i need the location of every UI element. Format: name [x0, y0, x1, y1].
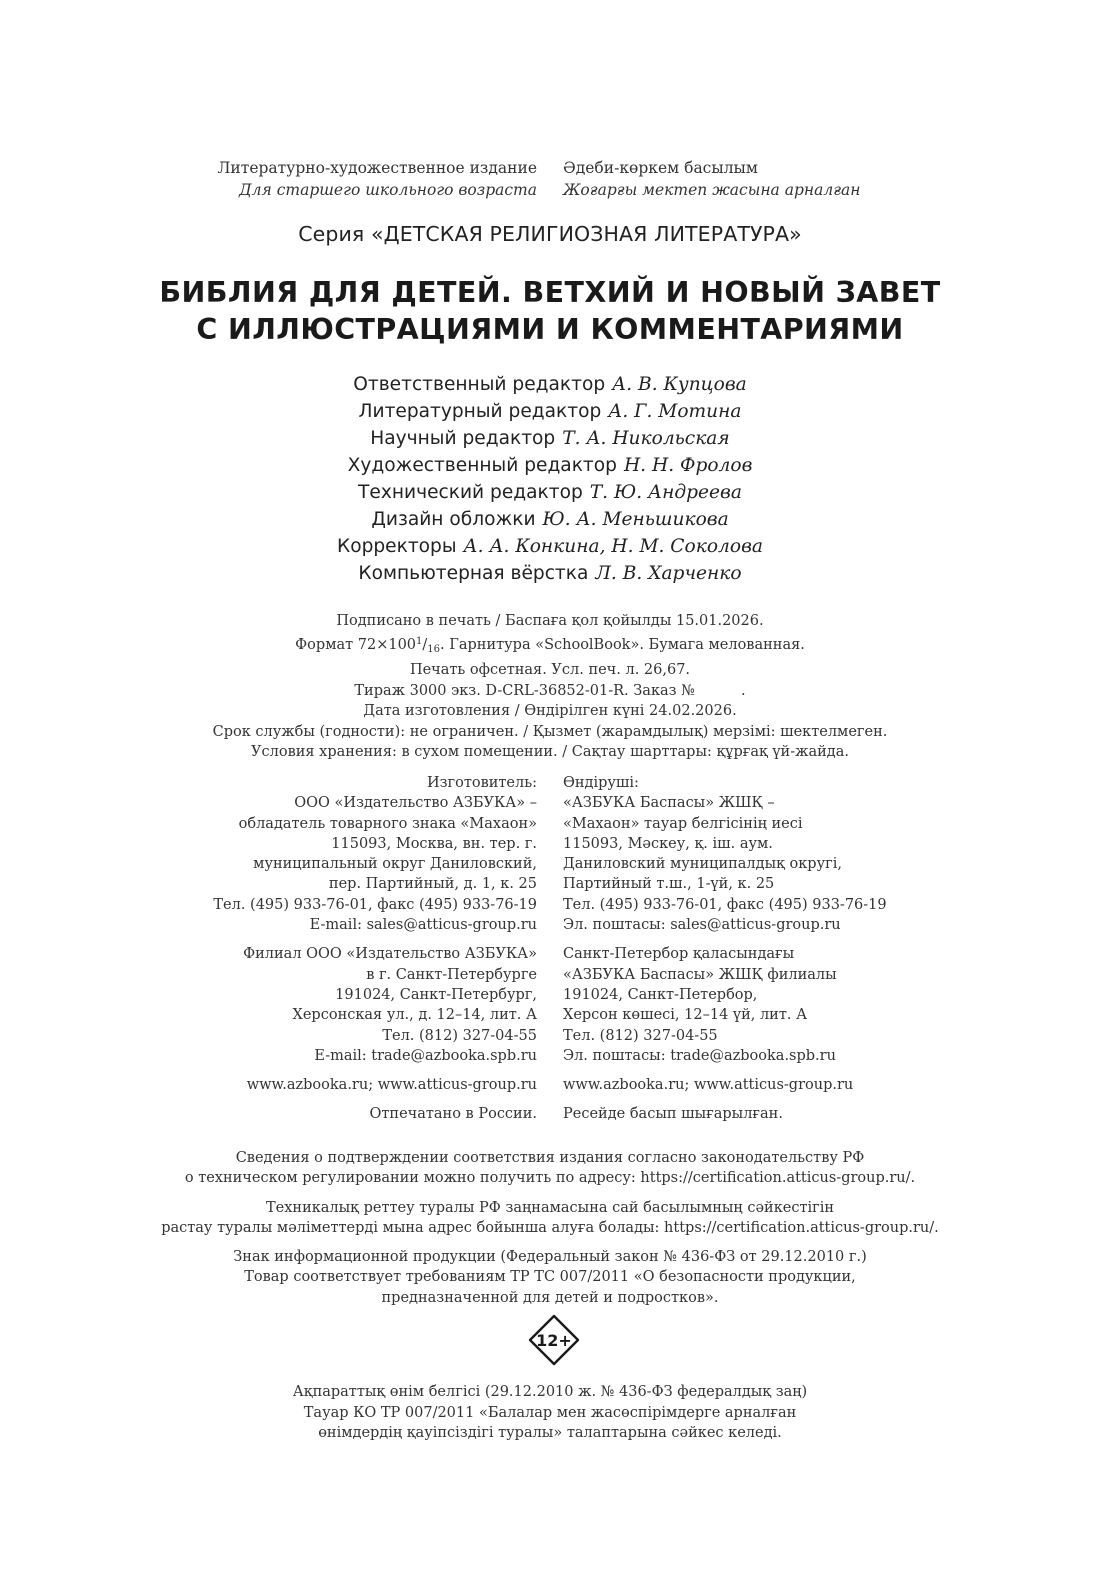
header-right	[551, 157, 1100, 201]
maker-line: Партийный т.ш., 1-үй, к. 25	[563, 876, 775, 893]
print-line: Печать офсетная. Усл. печ. л. 26,67.	[409, 662, 691, 678]
branch-line: Филиал ООО «Издательство АЗБУКА»	[243, 946, 537, 963]
header-block	[0, 157, 1100, 201]
maker-line: «Махаон» тауар белгісінің иесі	[563, 815, 803, 832]
branch-line: E-mail: trade@azbooka.spb.ru	[314, 1047, 537, 1064]
kz-info-footer	[0, 1382, 1100, 1444]
credit-role: Корректоры	[337, 536, 457, 557]
branch-line: Херсон көшесі, 12–14 үй, лит. А	[563, 1007, 808, 1024]
printed-in-line: Отпечатано в России.	[369, 1106, 537, 1123]
credit-role: Ответственный редактор	[353, 374, 606, 395]
branch-line: 191024, Санкт-Петербург,	[335, 986, 537, 1003]
credit-line	[0, 506, 1100, 533]
cert-paragraph-kz	[0, 1198, 1100, 1239]
format-sup: 1	[416, 635, 423, 647]
credit-name: Ю. А. Меньшикова	[542, 509, 729, 530]
cert-line: Техникалық реттеу туралы РФ заңнамасына сай басылымның сәйкестігін	[265, 1199, 835, 1216]
service-line: Срок службы (годности): не ограничен. / Қызмет (жарамдылық) мерзімі: шектелмеген.	[212, 723, 888, 740]
credit-name: Л. В. Харченко	[595, 563, 742, 584]
format-sub: 16	[427, 643, 441, 655]
age-group-kz: Жоғарғы мектеп жасына арналған	[563, 181, 861, 199]
credit-line	[0, 425, 1100, 452]
branch-line: Херсонская ул., д. 12–14, лит. А	[292, 1007, 537, 1024]
credit-name: Т. Ю. Андреева	[589, 482, 742, 503]
maker-line: 115093, Москва, вн. тер. г.	[331, 835, 537, 852]
credits-list	[0, 371, 1100, 587]
certification-block	[0, 1148, 1100, 1317]
credit-line	[0, 398, 1100, 425]
branch-line: Эл. поштасы: trade@azbooka.spb.ru	[563, 1047, 836, 1064]
cert-line: растау туралы мәліметтерді мына адрес бойынша алуға болады: https://certification.atticus-group.ru/.	[161, 1219, 939, 1236]
signed-line: Подписано в печать / Баспаға қол қойылды 15.01.2026.	[336, 613, 764, 629]
credit-role: Технический редактор	[358, 482, 583, 503]
branch-line: Тел. (812) 327-04-55	[382, 1027, 537, 1044]
edition-type-ru: Литературно-художественное издание	[217, 159, 537, 177]
branch-line: Санкт-Петербор қаласындағы	[563, 946, 795, 963]
branch-line: «АЗБУКА Баспасы» ЖШҚ филиалы	[563, 966, 837, 983]
run-line: Тираж 3000 экз. D-CRL-36852-01-R. Заказ № .	[354, 682, 746, 699]
credit-line	[0, 479, 1100, 506]
credit-role: Литературный редактор	[358, 401, 602, 422]
format-prefix: Формат 72×100	[295, 636, 417, 653]
credit-line	[0, 371, 1100, 398]
made-date-line: Дата изготовления / Өндірілген күні 24.02.2026.	[363, 703, 737, 719]
credit-name: А. А. Конкина, Н. М. Соколова	[463, 536, 763, 557]
kz-footer-line: өнімдердің қауіпсіздігі туралы» талаптарына сәйкес келеді.	[318, 1425, 782, 1441]
maker-line: пер. Партийный, д. 1, к. 25	[328, 876, 537, 893]
maker-line: ООО «Издательство АЗБУКА» –	[294, 795, 537, 812]
cert-line: о техническом регулировании можно получить по адресу: https://certification.atticus-group.ru/.	[184, 1170, 916, 1187]
age-rating-diamond-icon	[528, 1314, 580, 1366]
cert-line: Сведения о подтверждении соответствия издания согласно законодательству РФ	[235, 1150, 865, 1166]
websites-line: www.azbooka.ru; www.atticus-group.ru	[563, 1077, 854, 1094]
maker-line: Изготовитель:	[426, 775, 537, 791]
header-left	[0, 157, 551, 201]
maker-line: Даниловский муниципалдық округі,	[563, 856, 842, 873]
manufacturer-left	[0, 773, 551, 1125]
credit-role: Научный редактор	[370, 428, 556, 449]
manufacturer-block	[0, 773, 1100, 1125]
kz-footer-line: Тауар КО ТР 007/2011 «Балалар мен жасөспірімдерге арналған	[303, 1404, 797, 1421]
credit-line	[0, 533, 1100, 560]
maker-line: Тел. (495) 933-76-01, факс (495) 933-76-19	[563, 896, 887, 913]
branch-line: Тел. (812) 327-04-55	[563, 1027, 718, 1044]
credit-line	[0, 452, 1100, 479]
format-line	[0, 632, 1100, 661]
cert-paragraph-ru	[0, 1148, 1100, 1189]
credit-role: Компьютерная вёрстка	[358, 563, 589, 584]
title-line-2: С ИЛЛЮСТРАЦИЯМИ И КОММЕНТАРИЯМИ	[196, 313, 904, 346]
edition-type-kz: Әдеби-көркем басылым	[563, 159, 758, 177]
branch-line: 191024, Санкт-Петербор,	[563, 986, 758, 1003]
book-title	[0, 274, 1100, 348]
kz-footer-line: Ақпараттық өнім белгісі (29.12.2010 ж. № 436-ФЗ федералдық заң)	[292, 1384, 808, 1400]
credit-name: А. В. Купцова	[612, 374, 747, 395]
maker-line: 115093, Мәскеу, қ. іш. аум.	[563, 835, 773, 852]
storage-line: Условия хранения: в сухом помещении. / Сақтау шарттары: құрғақ үй-жайда.	[251, 744, 849, 760]
credit-name: Т. А. Никольская	[562, 428, 730, 449]
format-suffix: . Гарнитура «SchoolBook». Бумага мелованная.	[440, 636, 805, 653]
maker-line: Өндіруші:	[563, 775, 639, 791]
printed-in-line: Ресейде басып шығарылған.	[563, 1106, 783, 1123]
credit-line	[0, 560, 1100, 587]
branch-line: в г. Санкт-Петербурге	[366, 966, 537, 983]
info-product-paragraph	[0, 1247, 1100, 1308]
cert-line: Товар соответствует требованиям ТР ТС 007/2011 «О безопасности продукции,	[244, 1269, 856, 1286]
credit-role: Дизайн обложки	[371, 509, 536, 530]
maker-line: муниципальный округ Даниловский,	[253, 856, 537, 873]
maker-line: Эл. поштасы: sales@atticus-group.ru	[563, 917, 841, 934]
cert-line: Знак информационной продукции (Федеральный закон № 436-ФЗ от 29.12.2010 г.)	[233, 1249, 867, 1266]
series-line: Серия «ДЕТСКАЯ РЕЛИГИОЗНАЯ ЛИТЕРАТУРА»	[298, 222, 802, 246]
cert-line: предназначенной для детей и подростков».	[381, 1289, 719, 1306]
credit-name: Н. Н. Фролов	[623, 455, 753, 476]
manufacturer-right	[551, 773, 1100, 1125]
maker-line: E-mail: sales@atticus-group.ru	[309, 917, 537, 934]
maker-line: «АЗБУКА Баспасы» ЖШҚ –	[563, 795, 775, 812]
age-group-ru: Для старшего школьного возраста	[239, 181, 537, 199]
credit-role: Художественный редактор	[347, 455, 617, 476]
age-rating-label: 12+	[536, 1331, 572, 1350]
websites-line: www.azbooka.ru; www.atticus-group.ru	[246, 1077, 537, 1094]
imprint-block	[0, 611, 1100, 763]
maker-line: Тел. (495) 933-76-01, факс (495) 933-76-19	[213, 896, 537, 913]
format-slash: /	[422, 636, 428, 653]
title-line-1: БИБЛИЯ ДЛЯ ДЕТЕЙ. ВЕТХИЙ И НОВЫЙ ЗАВЕТ	[159, 276, 941, 309]
credit-name: А. Г. Мотина	[608, 401, 742, 422]
maker-line: обладатель товарного знака «Махаон»	[238, 815, 537, 832]
